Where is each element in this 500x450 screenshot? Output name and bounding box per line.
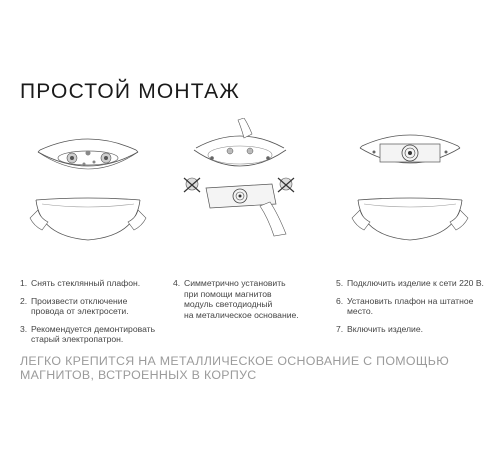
steps-column-3 bbox=[336, 278, 496, 341]
step-text: Включить изделие. bbox=[347, 323, 423, 334]
step-text: Подключить изделие к сети 220 В. bbox=[347, 278, 484, 288]
illustration-installed bbox=[350, 118, 470, 253]
step-number: 5. bbox=[336, 278, 344, 288]
step-text: Произвести отключение провода от электросети. bbox=[31, 295, 129, 316]
step-item bbox=[336, 324, 496, 335]
step-number: 1. bbox=[20, 278, 28, 288]
step-text: Снять стеклянный плафон. bbox=[31, 278, 141, 288]
page-title: ПРОСТОЙ МОНТАЖ bbox=[20, 80, 240, 103]
step-item bbox=[173, 278, 323, 320]
step-number: 2. bbox=[20, 295, 28, 306]
steps-column-1 bbox=[20, 278, 170, 352]
tagline: ЛЕГКО КРЕПИТСЯ НА МЕТАЛЛИЧЕСКОЕ ОСНОВАНИЕ С ПОМОЩЬЮ МАГНИТОВ, ВСТРОЕННЫХ В КОРПУС bbox=[20, 354, 450, 382]
step-item bbox=[336, 278, 496, 289]
illustration-mount-module bbox=[178, 118, 303, 253]
step-number: 4. bbox=[173, 278, 181, 288]
step-item bbox=[336, 296, 496, 317]
step-number: 6. bbox=[336, 295, 344, 306]
step-text: Рекомендуется демонтировать старый электропатрон. bbox=[31, 323, 156, 344]
step-item bbox=[20, 278, 170, 289]
illustration-remove-shade bbox=[28, 118, 148, 253]
step-number: 7. bbox=[336, 323, 344, 334]
step-text: Симметрично установить при помощи магнитов модуль светодиодный на металическое основание. bbox=[184, 278, 299, 320]
step-text: Установить плафон на штатное место. bbox=[347, 295, 474, 316]
step-number: 3. bbox=[20, 323, 28, 334]
step-item bbox=[20, 324, 170, 345]
step-item bbox=[20, 296, 170, 317]
steps-column-2 bbox=[173, 278, 323, 327]
